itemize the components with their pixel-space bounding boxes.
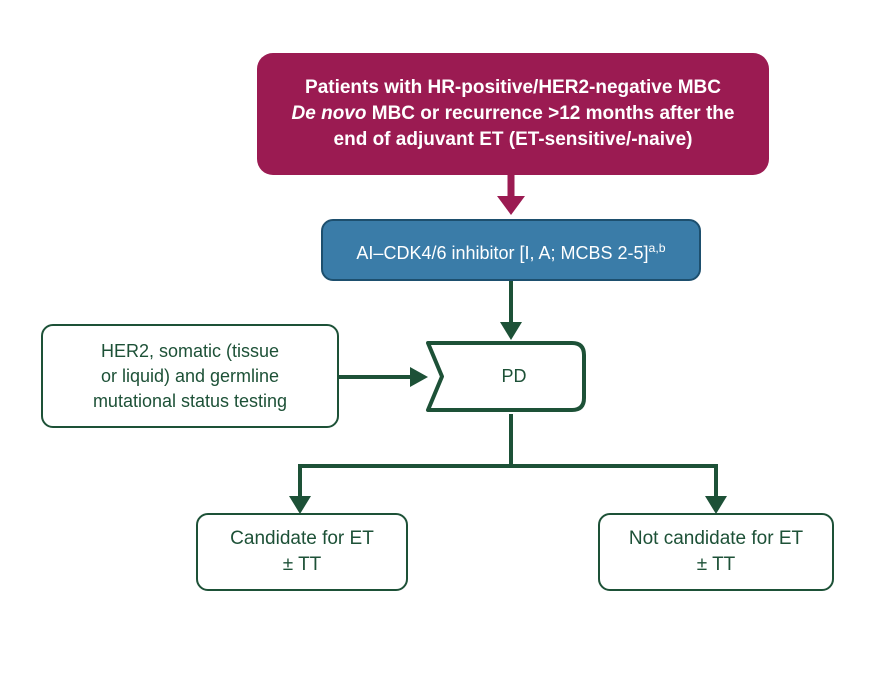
- node-pd-label: PD: [501, 366, 527, 386]
- node-patients-line3: end of adjuvant ET (ET-sensitive/-naive): [333, 129, 693, 150]
- node-not-candidate-for-et: [598, 513, 834, 591]
- node-not-candidate-line1: Not candidate for ET: [628, 528, 804, 549]
- node-not-candidate-line2: ± TT: [696, 554, 736, 575]
- node-patients-line1: Patients with HR-positive/HER2-negative MBC: [305, 77, 721, 98]
- arrow-pd-to-branches: [289, 414, 727, 514]
- node-patients-line2-rest: MBC or recurrence >12 months after the: [366, 103, 735, 124]
- node-patients-line2-italic: De novo: [291, 103, 367, 124]
- node-candidate-for-et: [196, 513, 408, 591]
- node-testing-line1: HER2, somatic (tissue: [100, 340, 280, 361]
- node-treatment: [321, 219, 701, 281]
- node-treatment-label-wrap: [356, 236, 665, 265]
- arrow-testing-to-pd: [339, 367, 428, 387]
- node-treatment-label: AI–CDK4/6 inhibitor [I, A; MCBS 2-5]: [356, 242, 649, 263]
- node-pd: [424, 339, 588, 414]
- arrow-patients-to-treatment: [497, 175, 525, 215]
- node-treatment-superscript: a,b: [648, 240, 666, 255]
- node-testing-line2: or liquid) and germline: [100, 365, 280, 386]
- node-candidate-line2: ± TT: [282, 554, 322, 575]
- node-candidate-line1: Candidate for ET: [230, 528, 374, 549]
- node-patients-line2: [292, 101, 735, 127]
- node-testing: [41, 324, 339, 428]
- node-patients: [257, 53, 769, 175]
- arrow-treatment-to-pd: [500, 281, 522, 340]
- node-testing-line3: mutational status testing: [92, 390, 288, 411]
